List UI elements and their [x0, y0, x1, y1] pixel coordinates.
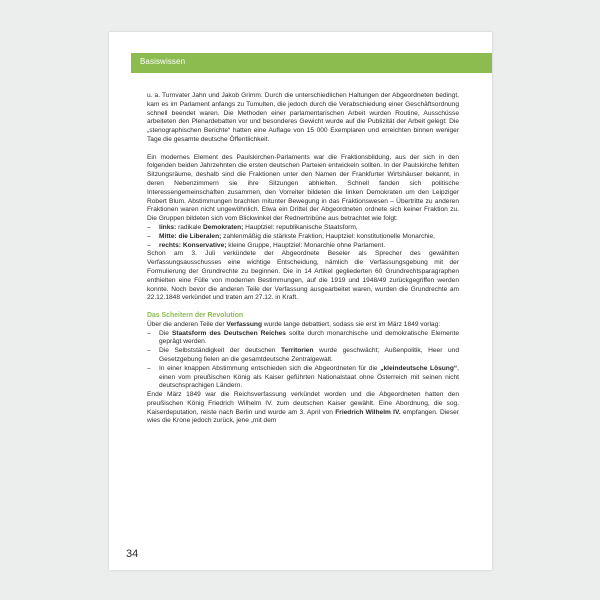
- document-page: [109, 32, 492, 570]
- page-number: 34: [126, 548, 139, 560]
- list-item: – Die Staatsform des Deutschen Reiches sollte durch monarchische und demokratische Elemente geprägt werden.: [147, 330, 459, 348]
- paragraph-gap: [147, 145, 459, 154]
- section-header-bar: [131, 53, 492, 73]
- section-header-title: Basiswissen: [140, 57, 186, 66]
- paragraph-2: Ein modernes Element des Paulskirchen-Parlaments war die Fraktionsbildung, aus der sich in den folgenden beiden Jahrzehnten die ersten deutschen Parteien entwickeln sollten. In der Paulskirche fehlten Sitzungsräume, deshalb sind die Fraktionen unter den Namen der Frankfurter Wirtshäuser bekannt, in deren Nebenzimmern sie ihre Sitzungen abhielten. Schnell fanden sich politische Interessengemeinschaften zusammen, den Vorreiter bildeten die linken Demokraten um den Leipziger Robert Blum. Abstimmungen brachten mitunter Bewegung in das Fraktionswesen – Übertritte zu anderen Fraktionen waren nicht ungewöhnlich. Etwa ein Drittel der Abgeordneten ordnete sich keiner Fraktion zu. Die Gruppen bildeten sich vom Blickwinkel der Rednertribüne aus betrachtet wie folgt:: [147, 153, 459, 223]
- list-item: – Die Selbstständigkeit der deutschen Territorien wurde geschwächt; Außenpolitik, Heer und Gesetzgebung fielen an die gesamtdeutsche Zentralgewalt.: [147, 347, 459, 365]
- section-intro: Über die anderen Teile der Verfassung wurde lange debattiert, sodass sie erst im März 1849 vorlag:: [147, 320, 441, 328]
- section-heading: Das Scheitern der Revolution: [147, 311, 244, 319]
- constitution-list: [147, 330, 459, 392]
- paragraph-1: u. a. Turnvater Jahn und Jakob Grimm. Durch die unterschiedlichen Haltungen der Abgeordneten bedingt, kam es im Parlament anfangs zu Tumulten, die jedoch durch die Verabschiedung einer Geschäftsordnung schnell beendet waren. Die Methoden einer parlamentarischen Arbeit wurden Routine, Ausschüsse arbeiteten den Plenardebatten vor und besonderes Gewicht wurde auf die Publizität der Arbeit gelegt: Die „stenographischen Berichte“ hatten eine Auflage von 15 000 Exemplaren und erreichten binnen weniger Tage die gesamte deutsche Öffentlichkeit.: [147, 92, 459, 143]
- list-item: – rechts: Konservative; kleine Gruppe, Hauptziel: Monarchie ohne Parlament.: [147, 242, 459, 251]
- closing-paragraph: Ende März 1849 war die Reichsverfassung verkündet worden und die Abgeordneten hatten den preußischen König Friedrich Wilhelm IV. zum deutschen Kaiser gewählt. Eine Abordnung, die sog. Kaiserdeputation, reiste nach Berlin und wurde am 3. April von Friedrich Wilhelm IV. empfangen. Dieser wies die Krone jedoch zurück, jene „mit dem: [147, 391, 460, 425]
- paragraph-gap: [147, 303, 459, 312]
- list-item: – links: radikale Demokraten; Hauptziel: republikanische Staatsform,: [147, 224, 459, 233]
- paragraph-3: Schon am 3. Juli verkündete der Abgeordnete Beseler als Sprecher des gewählten Verfassungsausschusses eine wichtige Entscheidung, nämlich die Verfassungsgebung mit der Formulierung der Grundrechte zu beginnen. Die in 14 Artikel gegliederten 60 Grundrechtsparagraphen enthielten eine Fülle von modernen Bestimmungen, auf die 1919 und 1948/49 zurückgegriffen werden konnte. Noch bevor die anderen Teile der Verfassung ausgearbeitet waren, wurden die Grundrechte am 22.12.1848 verkündet und traten am 27.12. in Kraft.: [147, 250, 459, 302]
- faction-list: [147, 224, 459, 250]
- body-text: [147, 92, 459, 426]
- list-item: – Mitte: die Liberalen; zahlenmäßig die stärkste Fraktion, Hauptziel: konstitutionelle Monarchie,: [147, 233, 459, 242]
- list-item: – In einer knappen Abstimmung entschieden sich die Abgeordneten für die „kleindeutsche Lösung“, einen vom preußischen König als Kaiser geführten Nationalstaat ohne Österreich mit seinen nicht deutschsprachigen Ländern.: [147, 365, 459, 391]
